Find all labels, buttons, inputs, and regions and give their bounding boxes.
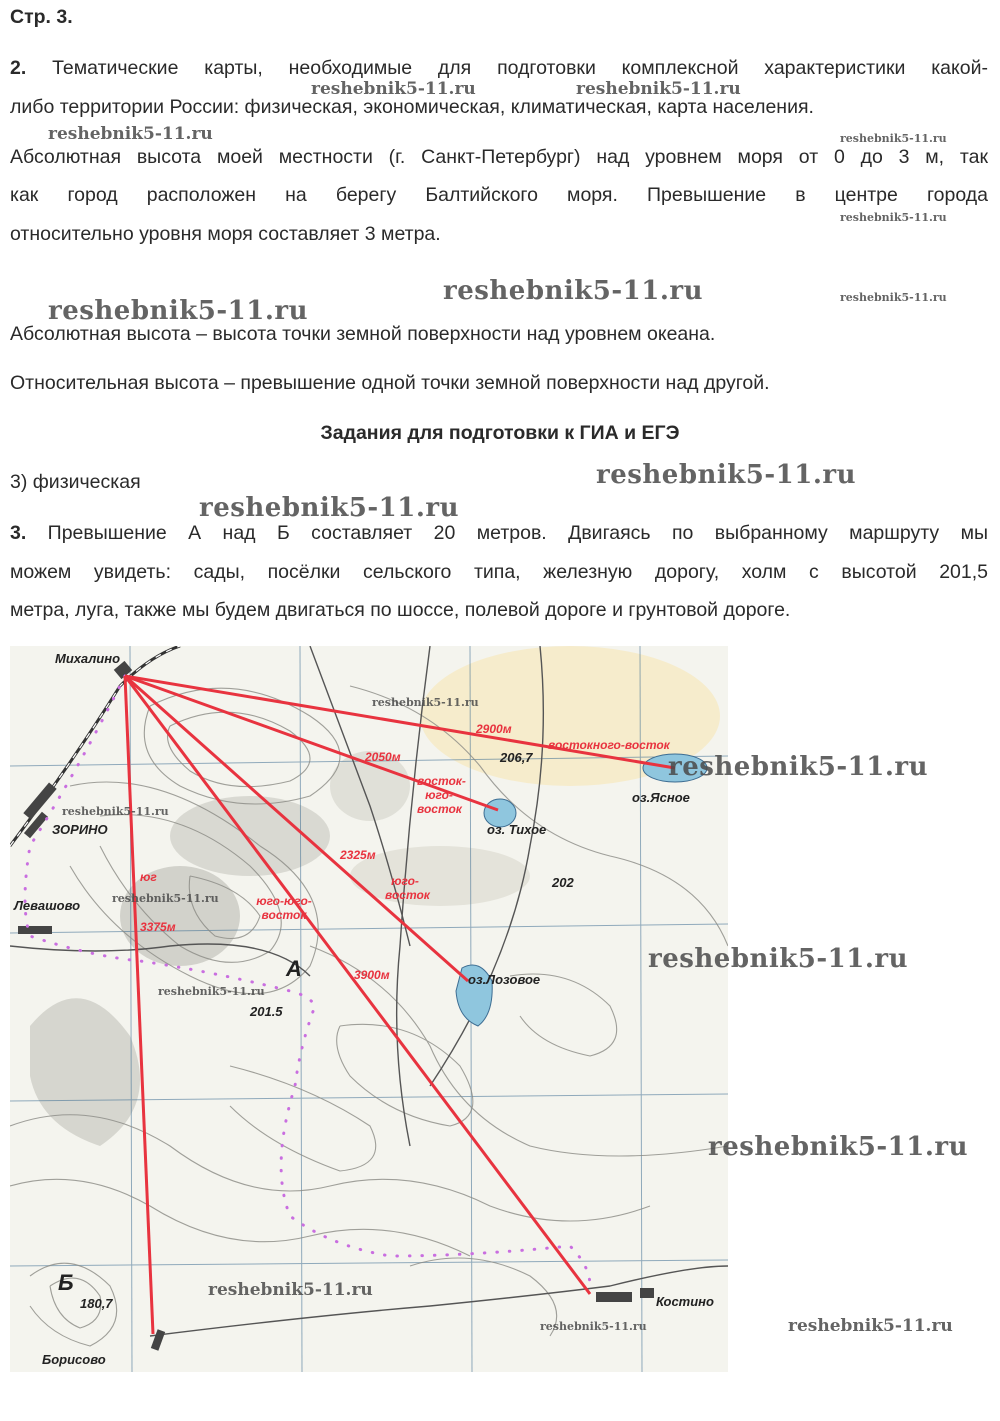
point-a: А bbox=[286, 956, 302, 981]
distance-2900: 2900м bbox=[476, 722, 512, 736]
watermark: reshebnik5-11.ru bbox=[48, 296, 309, 326]
q2-text1: Тематические карты, необходимые для подготовки комплексной характеристики какой- bbox=[52, 57, 988, 79]
q3-number: 3. bbox=[10, 522, 27, 544]
place-kostino: Костино bbox=[656, 1294, 714, 1309]
direction-se: юго-восток bbox=[385, 874, 430, 902]
direction-ene: востокного-восток bbox=[548, 738, 670, 752]
q3-line1 bbox=[10, 514, 988, 553]
watermark: reshebnik5-11.ru bbox=[788, 1316, 953, 1336]
watermark: reshebnik5-11.ru bbox=[840, 132, 947, 145]
place-borisovo: Борисово bbox=[42, 1352, 106, 1367]
height-line3: относительно уровня моря составляет 3 метра. bbox=[10, 223, 441, 245]
q3-line3: метра, луга, также мы будем двигаться по шоссе, полевой дороге и грунтовой дороге. bbox=[10, 599, 791, 621]
direction-sse: юго-юго-восток bbox=[256, 894, 312, 922]
watermark: reshebnik5-11.ru bbox=[372, 696, 479, 709]
place-levashovo: Левашово bbox=[14, 898, 81, 913]
point-b: Б bbox=[58, 1270, 74, 1295]
watermark: reshebnik5-11.ru bbox=[443, 276, 704, 306]
gia-answer: 3) физическая bbox=[10, 471, 141, 493]
lake-yasnoe: оз.Ясное bbox=[632, 790, 690, 805]
height-202: 202 bbox=[552, 875, 574, 890]
distance-3900: 3900м bbox=[354, 968, 390, 982]
height-line2: как город расположен на берегу Балтийского моря. Превышение в центре города bbox=[10, 184, 988, 206]
watermark: reshebnik5-11.ru bbox=[112, 892, 219, 905]
q3-line2: можем увидеть: сады, посёлки сельского типа, железную дорогу, холм с высотой 201,5 bbox=[10, 561, 988, 583]
watermark: reshebnik5-11.ru bbox=[840, 291, 947, 304]
height-180-7: 180,7 bbox=[80, 1296, 113, 1311]
distance-2325: 2325м bbox=[340, 848, 376, 862]
direction-s: юг bbox=[140, 870, 157, 884]
distance-2050: 2050м bbox=[365, 750, 401, 764]
watermark: reshebnik5-11.ru bbox=[596, 460, 857, 490]
lake-tikhoe: оз. Тихое bbox=[487, 822, 547, 837]
q2-line1 bbox=[10, 49, 988, 88]
lake-lozovoe: оз.Лозовое bbox=[468, 972, 541, 987]
watermark: reshebnik5-11.ru bbox=[158, 985, 265, 998]
watermark: reshebnik5-11.ru bbox=[840, 211, 947, 224]
place-zorino: ЗОРИНО bbox=[52, 822, 108, 837]
page-title: Стр. 3. bbox=[10, 6, 73, 28]
watermark: reshebnik5-11.ru bbox=[208, 1280, 373, 1300]
place-mikhalino: Михалино bbox=[55, 651, 121, 666]
watermark: reshebnik5-11.ru bbox=[48, 124, 213, 144]
watermark: reshebnik5-11.ru bbox=[311, 79, 476, 99]
q3-text1: Превышение А над Б составляет 20 метров. Двигаясь по выбранному маршруту мы bbox=[47, 522, 989, 544]
distance-3375: 3375м bbox=[140, 920, 176, 934]
watermark: reshebnik5-11.ru bbox=[199, 493, 460, 523]
definition-relative: Относительная высота – превышение одной точки земной поверхности над другой. bbox=[10, 372, 770, 394]
watermark: reshebnik5-11.ru bbox=[540, 1320, 647, 1333]
watermark: reshebnik5-11.ru bbox=[648, 944, 909, 974]
q2-number: 2. bbox=[10, 57, 27, 79]
watermark: reshebnik5-11.ru bbox=[576, 79, 741, 99]
gia-heading: Задания для подготовки к ГИА и ЕГЭ bbox=[320, 422, 680, 444]
height-206-7: 206,7 bbox=[500, 750, 533, 765]
definition-absolute: Абсолютная высота – высота точки земной поверхности над уровнем океана. bbox=[10, 323, 716, 345]
height-line1: Абсолютная высота моей местности (г. Санкт-Петербург) над уровнем моря от 0 до 3 м, так bbox=[10, 146, 988, 168]
q2-line2: либо территории России: физическая, экономическая, климатическая, карта населения. bbox=[10, 96, 814, 118]
direction-ese: восток-юго-восток bbox=[417, 774, 466, 816]
topographic-map bbox=[10, 646, 728, 1372]
watermark: reshebnik5-11.ru bbox=[708, 1132, 969, 1162]
height-201-5: 201.5 bbox=[250, 1004, 283, 1019]
watermark: reshebnik5-11.ru bbox=[62, 805, 169, 818]
watermark: reshebnik5-11.ru bbox=[668, 752, 929, 782]
